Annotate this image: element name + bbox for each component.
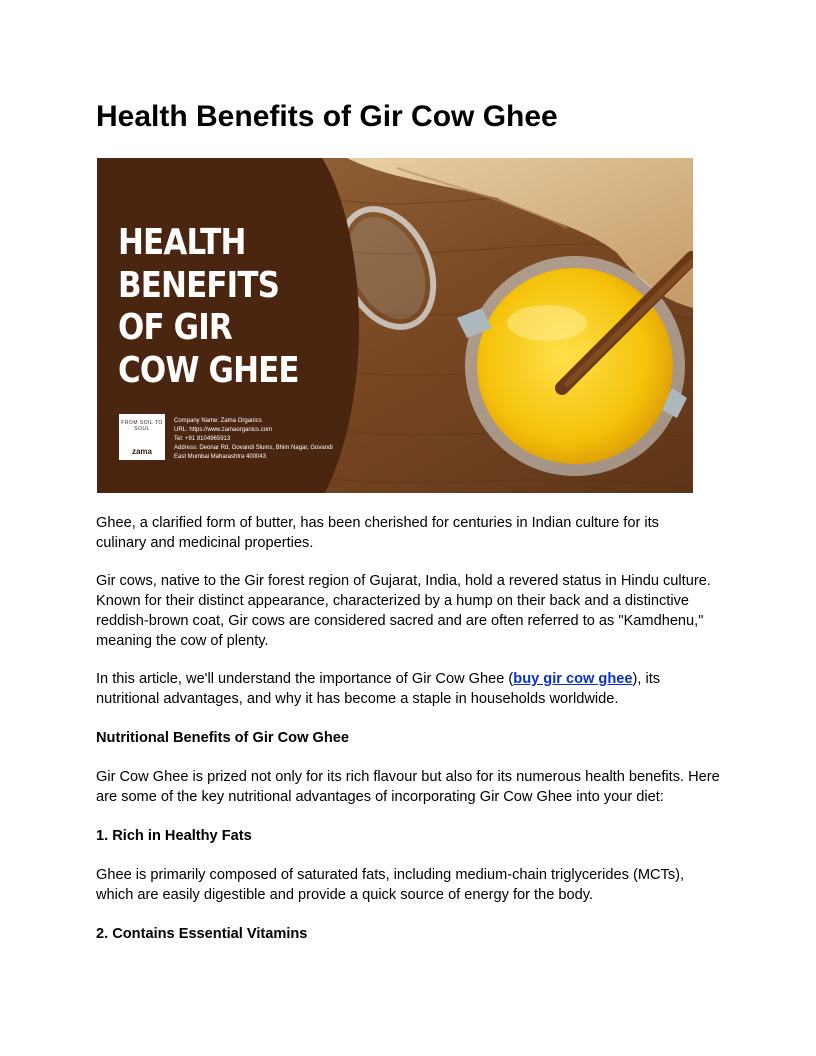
gir-cows-paragraph: Gir cows, native to the Gir forest region of Gujarat, India, hold a revered status in Hindu culture. Known for their distinct appearance, characterized by a hump on their back and a distinctive reddish-brown coat, Gir cows are considered sacred and are often referred to as "Kamdhenu," meaning the cow of plenty.: [96, 573, 711, 649]
hero-heading-line: OF GIR: [118, 307, 232, 348]
article-intro-text-end: ), its nutritional advantages, and why it has become a staple in households worldwide.: [96, 671, 661, 707]
nutritional-intro-paragraph: Gir Cow Ghee is prized not only for its rich flavour but also for its numerous health benefits. Here are some of the key nutritional advantages of incorporating Gir Cow Ghee into your diet:: [96, 769, 720, 805]
benefit-1-heading: 1. Rich in Healthy Fats: [96, 828, 252, 844]
logo-tagline: FROM SOIL TO SOUL: [121, 420, 163, 432]
hero-heading-line: BENEFITS: [118, 264, 280, 306]
zama-logo: [119, 414, 165, 460]
article-intro-paragraph: [96, 669, 686, 709]
page-title: Health Benefits of Gir Cow Ghee: [96, 100, 558, 133]
intro-paragraph: Ghee, a clarified form of butter, has been cherished for centuries in Indian culture for its culinary and medicinal properties.: [96, 515, 659, 551]
company-name: Company Name: Zama Organics: [174, 418, 262, 424]
company-address-line2: East Mumbai Maharashtra 400043: [174, 454, 267, 460]
hero-image: [97, 158, 693, 493]
buy-gir-cow-ghee-link[interactable]: buy gir cow ghee: [513, 671, 633, 687]
company-phone: Tel: +91 8104965913: [174, 436, 231, 442]
benefit-1-paragraph: Ghee is primarily composed of saturated fats, including medium-chain triglycerides (MCTs), which are easily digestible and provide a quick source of energy for the body.: [96, 867, 685, 903]
benefit-2-heading: 2. Contains Essential Vitamins: [96, 926, 308, 942]
hero-heading-line: HEALTH: [118, 222, 246, 263]
company-info: [174, 417, 333, 462]
article-intro-text: In this article, we'll understand the importance of Gir Cow Ghee (: [96, 671, 514, 687]
logo-wordmark: zama: [131, 447, 152, 456]
hero-heading-line: COW GHEE: [118, 349, 299, 391]
company-address-line1: Address: Deonar Rd, Govandi Slums, Bhim Nagar, Govandi: [174, 445, 333, 451]
company-url: URL: https://www.zamaorganics.com: [174, 427, 273, 433]
nutritional-benefits-heading: Nutritional Benefits of Gir Cow Ghee: [96, 730, 349, 746]
hero-heading: [118, 222, 299, 392]
